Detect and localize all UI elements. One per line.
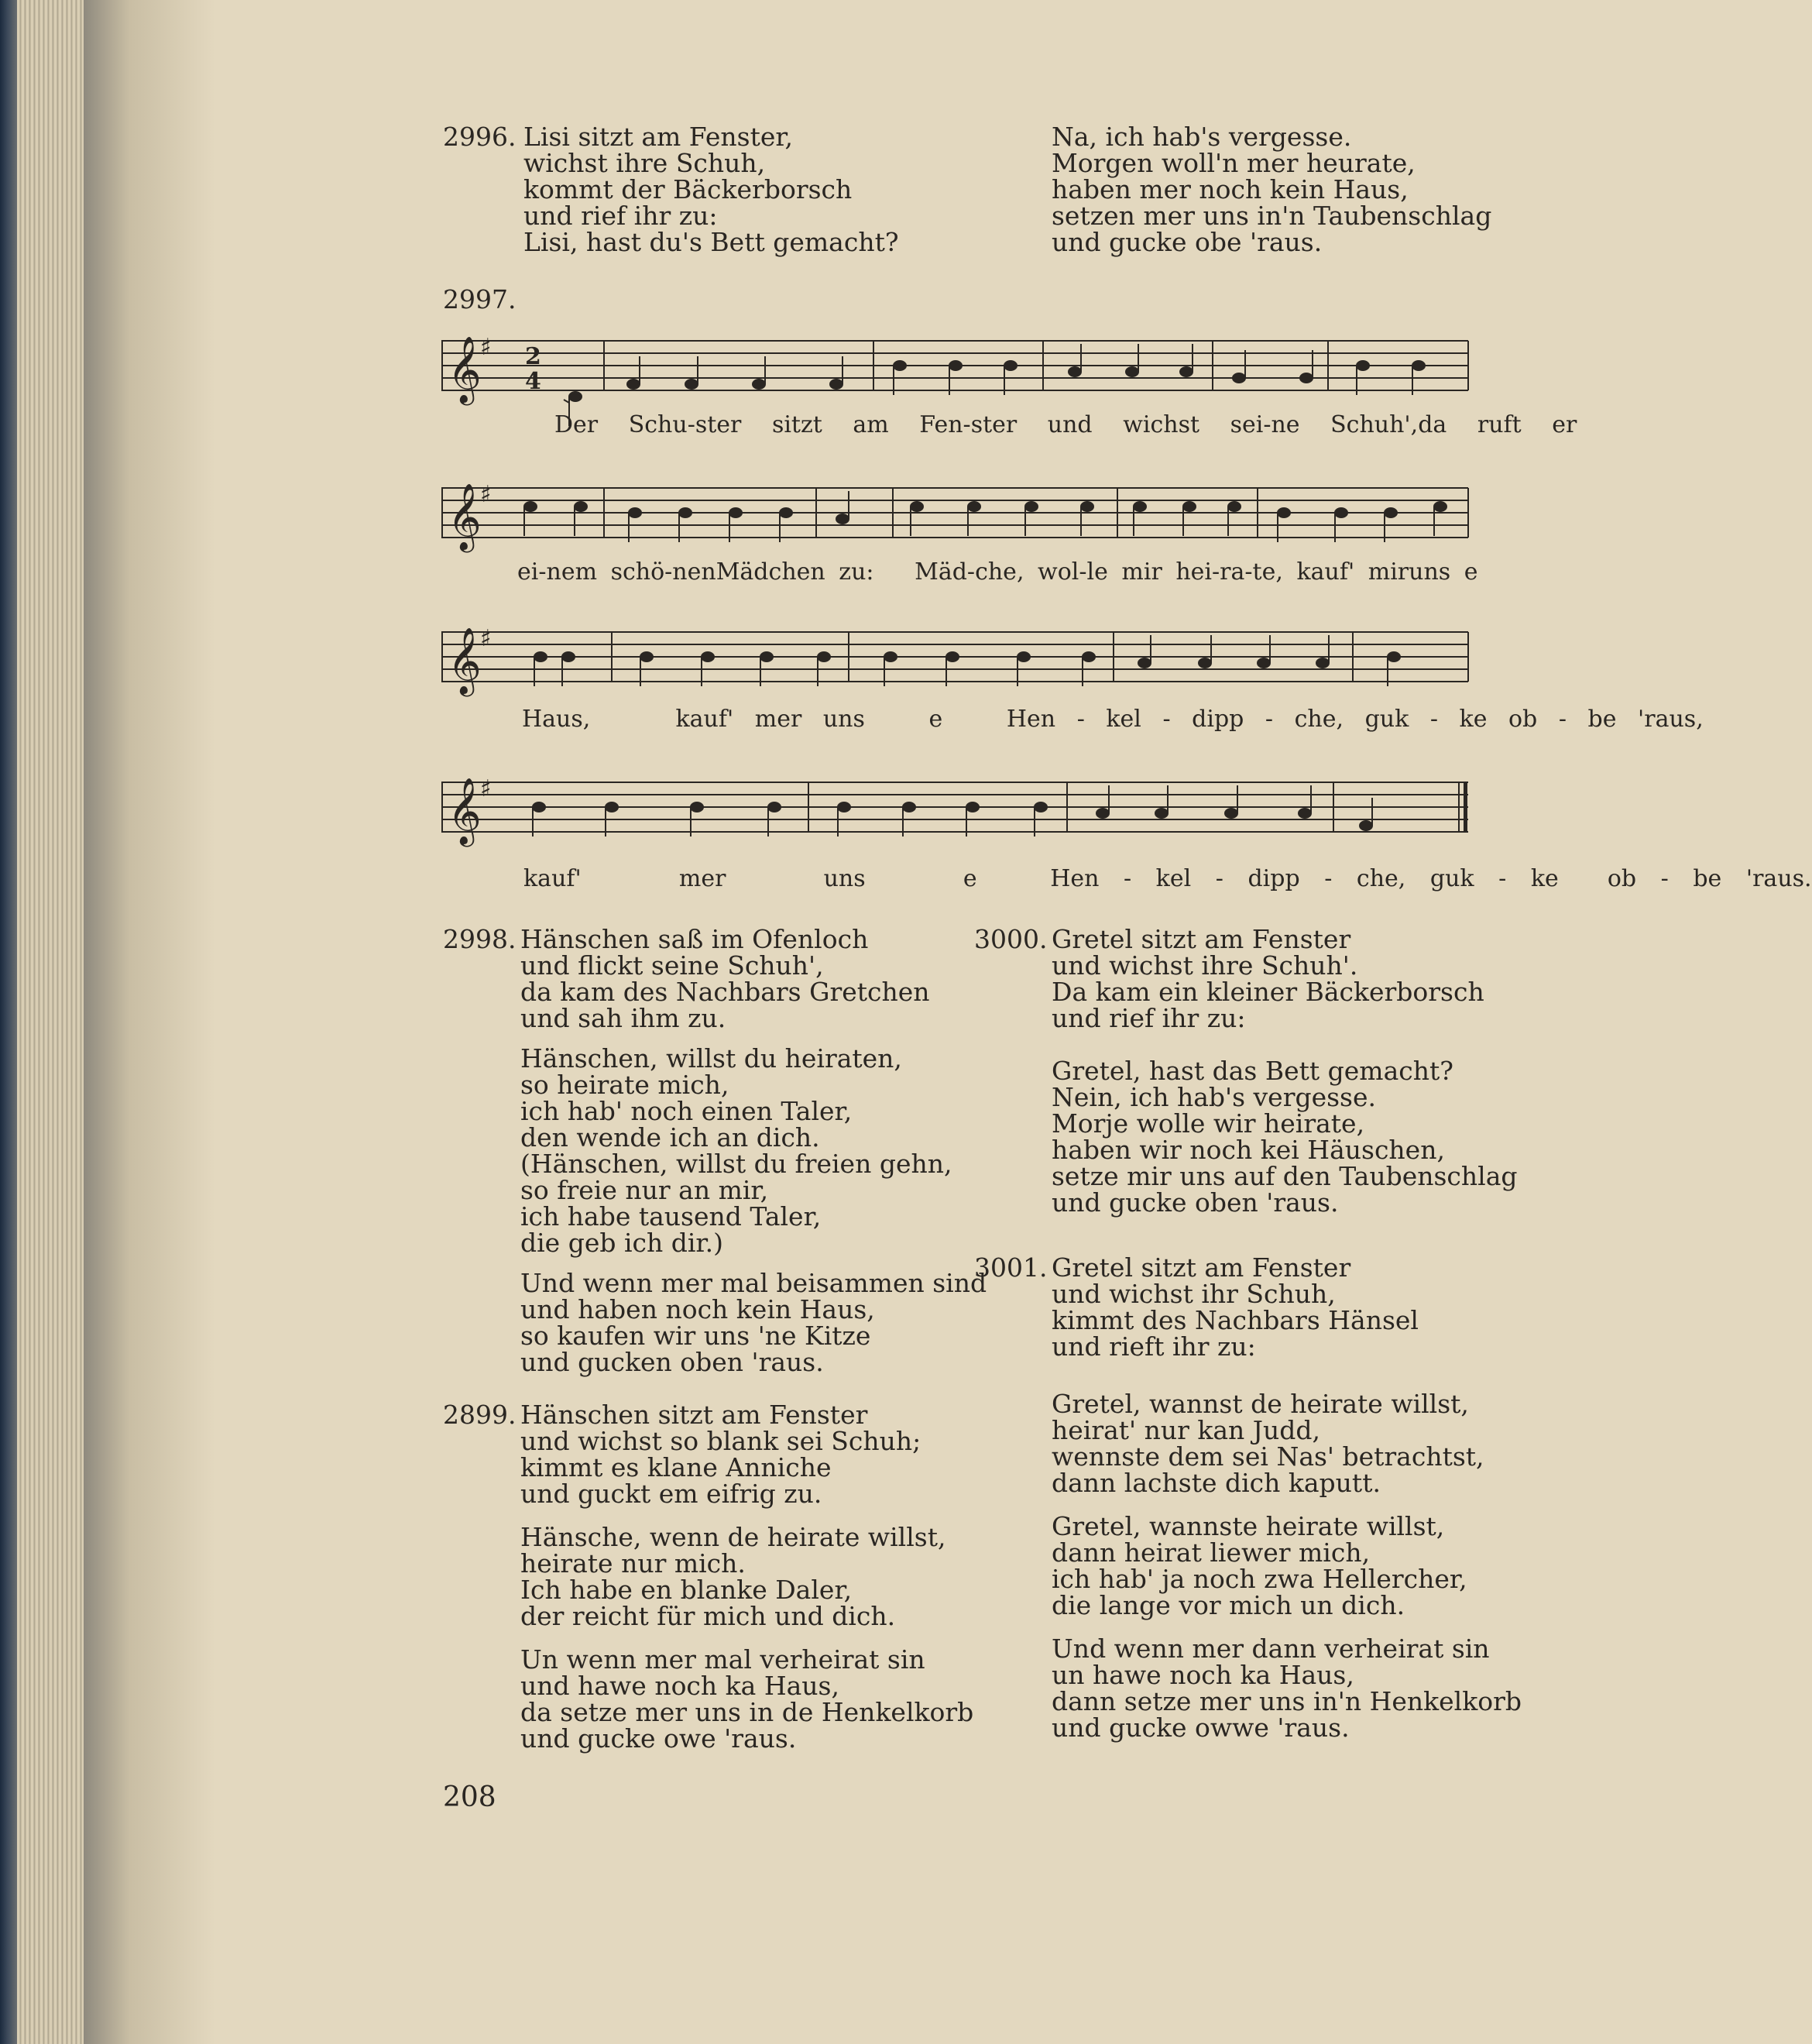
song-number-3000: 3000. xyxy=(974,924,1048,954)
verse-line: dann setze mer uns in'n Henkelkorb xyxy=(1052,1686,1522,1716)
lyric-line-1: Der Schu-ster sitzt am Fen-ster und wichst sei-ne Schuh',da ruft er xyxy=(554,411,1577,438)
verse-line: Nein, ich hab's vergesse. xyxy=(1052,1082,1377,1112)
verse-line: haben mer noch kein Haus, xyxy=(1052,174,1409,204)
verse-line: haben wir noch kei Häuschen, xyxy=(1052,1135,1445,1165)
song-3000-text xyxy=(1052,926,1518,1216)
verse-line: die geb ich dir.) xyxy=(520,1228,723,1258)
verse-line: Und wenn mer mal beisammen sind xyxy=(520,1268,987,1298)
verse-line: Lisi sitzt am Fenster, xyxy=(523,122,794,152)
verse-line: Gretel, wannste heirate willst, xyxy=(1052,1511,1445,1541)
verse-line: dann heirat liewer mich, xyxy=(1052,1537,1371,1568)
verse-line: und rief ihr zu: xyxy=(1052,1003,1246,1033)
song-2998-text xyxy=(520,926,987,1376)
verse-line: und flickt seine Schuh', xyxy=(520,950,824,981)
lyric-line-2: ei-nem schö-nenMädchen zu: Mäd-che, wol-le mir hei-ra-te, kauf' miruns e xyxy=(517,558,1478,586)
music-staff-2 xyxy=(441,472,1471,565)
song-number-2998: 2998. xyxy=(443,924,516,954)
verse-line: (Hänschen, willst du freien gehn, xyxy=(520,1149,952,1179)
verse-line: und haben noch kein Haus, xyxy=(520,1294,875,1324)
verse-line: und rief ihr zu: xyxy=(523,201,718,231)
verse-line: Da kam ein kleiner Bäckerborsch xyxy=(1052,977,1484,1007)
verse-line: Hänschen sitzt am Fenster xyxy=(520,1400,868,1430)
final-barline xyxy=(1464,782,1467,832)
song-2996-column-1 xyxy=(523,124,899,256)
verse-line: da setze mer uns in de Henkelkorb xyxy=(520,1697,974,1727)
key-signature-sharp: ♯ xyxy=(480,481,492,508)
verse-line: heirat' nur kan Judd, xyxy=(1052,1415,1321,1445)
verse-line: un hawe noch ka Haus, xyxy=(1052,1660,1354,1690)
verse-line: und gucken oben 'raus. xyxy=(520,1347,824,1377)
verse-line: dann lachste dich kaputt. xyxy=(1052,1468,1381,1498)
verse-line: Morgen woll'n mer heurate, xyxy=(1052,148,1416,178)
verse-line: Na, ich hab's vergesse. xyxy=(1052,122,1352,152)
verse-line: Gretel, hast das Bett gemacht? xyxy=(1052,1056,1453,1086)
verse-line: kimmt des Nachbars Hänsel xyxy=(1052,1305,1419,1335)
verse-line: Gretel sitzt am Fenster xyxy=(1052,924,1351,954)
verse-line: und rieft ihr zu: xyxy=(1052,1331,1256,1362)
verse-line: Hänschen saß im Ofenloch xyxy=(520,924,869,954)
verse-line: ich hab' noch einen Taler, xyxy=(520,1096,853,1126)
verse-line: Gretel, wannst de heirate willst, xyxy=(1052,1389,1469,1419)
lyric-line-4: kauf' mer uns e Hen - kel - dipp - che, guk - ke ob - be 'raus. xyxy=(523,865,1812,892)
verse-line: der reicht für mich und dich. xyxy=(520,1601,896,1631)
verse-line: wennste dem sei Nas' betrachtst, xyxy=(1052,1441,1484,1472)
verse-line: und sah ihm zu. xyxy=(520,1003,726,1033)
verse-line: Gretel sitzt am Fenster xyxy=(1052,1252,1351,1283)
song-number-2997: 2997. xyxy=(443,284,516,314)
verse-line: setzen mer uns in'n Taubenschlag xyxy=(1052,201,1492,231)
verse-line: heirate nur mich. xyxy=(520,1548,746,1579)
music-staff-1 xyxy=(441,325,1471,418)
verse-line: setze mir uns auf den Taubenschlag xyxy=(1052,1161,1518,1191)
verse-line: und gucke owwe 'raus. xyxy=(1052,1712,1350,1743)
verse-line: Un wenn mer mal verheirat sin xyxy=(520,1644,925,1675)
song-number-2899: 2899. xyxy=(443,1400,516,1430)
verse-line: und gucke owe 'raus. xyxy=(520,1723,797,1754)
treble-clef-icon: 𝄞 xyxy=(448,778,482,844)
note-group xyxy=(533,785,1372,836)
verse-line: ich hab' ja noch zwa Hellercher, xyxy=(1052,1564,1467,1594)
time-signature-top: 2 xyxy=(525,343,541,370)
treble-clef-icon: 𝄞 xyxy=(448,336,482,403)
verse-line: Morje wolle wir heirate, xyxy=(1052,1108,1365,1139)
verse-line: ich habe tausend Taler, xyxy=(520,1201,822,1232)
verse-line: den wende ich an dich. xyxy=(520,1122,820,1153)
key-signature-sharp: ♯ xyxy=(480,625,492,652)
song-number-2996: 2996. xyxy=(443,122,516,152)
key-signature-sharp: ♯ xyxy=(480,775,492,802)
song-2996-column-2 xyxy=(1052,124,1491,256)
verse-line: Ich habe en blanke Daler, xyxy=(520,1575,853,1605)
verse-line: so heirate mich, xyxy=(520,1070,729,1100)
verse-line: kommt der Bäckerborsch xyxy=(523,174,853,204)
time-signature-bottom: 4 xyxy=(525,368,541,395)
treble-clef-icon: 𝄞 xyxy=(448,483,482,550)
page-number: 208 xyxy=(443,1781,496,1813)
verse-line: Lisi, hast du's Bett gemacht? xyxy=(523,227,899,257)
song-2899-text xyxy=(520,1402,973,1752)
verse-line: so kaufen wir uns 'ne Kitze xyxy=(520,1321,871,1351)
verse-line: und gucke oben 'raus. xyxy=(1052,1187,1339,1218)
lyric-line-3: Haus, kauf' mer uns e Hen - kel - dipp - che, guk - ke ob - be 'raus, xyxy=(522,706,1704,733)
verse-line: und gucke obe 'raus. xyxy=(1052,227,1323,257)
verse-line: so freie nur an mir, xyxy=(520,1175,769,1205)
verse-line: und wichst ihre Schuh'. xyxy=(1052,950,1358,981)
note-group xyxy=(524,491,1447,542)
key-signature-sharp: ♯ xyxy=(480,334,492,361)
music-staff-4 xyxy=(441,767,1471,860)
verse-line: Hänsche, wenn de heirate willst, xyxy=(520,1522,946,1552)
song-3001-text xyxy=(1052,1252,1522,1743)
verse-line: da kam des Nachbars Gretchen xyxy=(520,977,930,1007)
verse-line: und hawe noch ka Haus, xyxy=(520,1671,839,1701)
verse-line: und guckt em eifrig zu. xyxy=(520,1479,822,1509)
verse-line: kimmt es klane Anniche xyxy=(520,1452,832,1482)
treble-clef-icon: 𝄞 xyxy=(448,627,482,694)
verse-line: die lange vor mich un dich. xyxy=(1052,1590,1405,1620)
note-group xyxy=(534,635,1400,686)
verse-line: wichst ihre Schuh, xyxy=(523,148,766,178)
verse-line: Hänschen, willst du heiraten, xyxy=(520,1043,902,1074)
song-number-3001: 3001. xyxy=(974,1252,1048,1283)
verse-line: Und wenn mer dann verheirat sin xyxy=(1052,1633,1490,1664)
verse-line: und wichst so blank sei Schuh; xyxy=(520,1426,921,1456)
verse-line: und wichst ihr Schuh, xyxy=(1052,1279,1336,1309)
music-staff-3 xyxy=(441,617,1471,709)
